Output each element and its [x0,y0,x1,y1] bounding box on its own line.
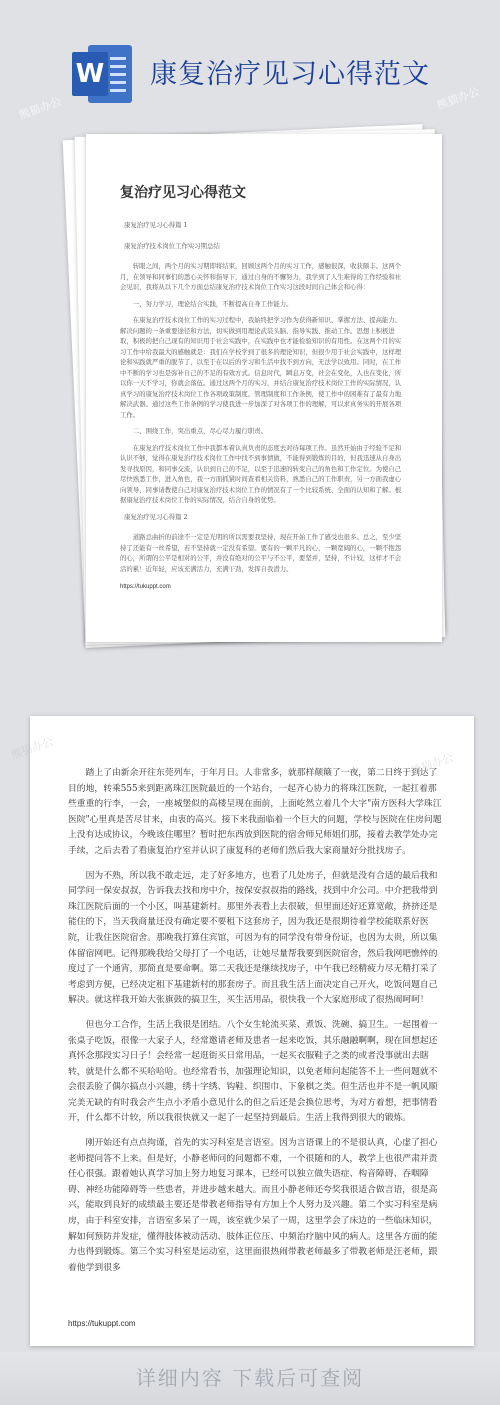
paragraph-point: 二、围绕工作，突出重点，尽心尽力履行职责。 [132,427,267,435]
paragraph: 转眼之间，两个月的实习期即将结束，回顾这两个月的实习工作，感触很深，收获颇丰。这两个月，在领导和同事们的悉心关怀和指导下，通过自身的不懈努力，我学到了人生难得的工作经验和社会见识，我将从以下几个方面总结康复治疗技术岗位工作实习这段时间自己体会和心得： [120,262,402,291]
watermark: 熊猫办公 [435,84,482,113]
watermark: 熊猫办公 [17,94,64,123]
source-url: https://tukuppt.com [68,1319,136,1328]
paragraph: 在康复治疗技术岗位工作的实习过程中，我始终把学习作为获得新知识、掌握方法、提高能力、解决问题的一条重要途径和方法，切实做到用理论武装头脑、指导实践、推动工作。思想上积极进取，积极的把自己现有的知识用于社会实践中，在实践中也才能检验知识的有用性。在这两个月的实习工作中给我最大的感触就是：我们在学校学到了很多的理论知识，但很少用于社会实践中，这样理论和实践就严重的脱节了，以至于在以后的学习和生活中找不到方向，无法学以致用。同时，在工作中不断的学习也是弥补自己的不足的有效方式。信息时代，瞬息万变，社会在变化，人也在变化，所以你一天不学习，你就会落伍。通过这两个月的实习，并结合康复治疗技术岗位工作的实际情况，认真学习的康复治疗技术岗位工作各项政策制度、管理制度和工作条例，使工作中的困难有了最有力地解决武器。通过这些工作条例的学习使我进一步加深了对各项工作的理解，可以求真务实的开展各项工作。 [120,316,402,419]
paragraph: 在康复治疗技术岗位工作中我都本着认真负责的态度去对待每项工作。虽然开始由于经验不足和认识不够，觉得在康复治疗技术岗位工作中找不到事情做，不能得到锻炼的目的，但我迅速从自身出发寻找原因，和同事交流，认识到自己的不足，以至于迅速的转变自己的角色和工作定位。为使自己尽快熟悉工作，进入角色，我一方面抓紧时间查看相关资料，熟悉自己的工作职责，另一方面我虚心向领导、同事请教使自己对康复治疗技术岗位工作的情况有了一个比较系统、全面的认知和了解。根据康复治疗技术岗位工作的实际情况，结合自身的优势。 [120,443,402,504]
paragraph: 踏上了由新余开往东莞列车，于年月日。人非常多，就那样颠簸了一夜，第二日终于到达了目的地，转乘555来到距离珠江医院最近的一个站台，一起齐心协力的将珠江医院，一起扛着那些重重的行李，一会，一座城堡似的高楼呈现在面前，上面屹然立着几个大字"南方医科大学珠江医院"心里真是苦尽甘来，由衷的高兴。接下来我面临着一个巨大的问题，学校与医院在住房问题上没有达成协议，今晚该住哪里？暂时把东西放到医院的宿舍师兄师姐们那，接着去教学处办完手续，之后去看了看康复治疗室并认识了康复科的老师们然后我大家商量好分批找房子。 [68,768,442,856]
paragraph-point: 一、努力学习，理论结合实践，不断提高自身工作能力。 [132,299,293,308]
paragraph: 但也分工合作，生活上我很是团结。八个女生轮流买菜、煮饭、洗碗、搞卫生。一起围着一张桌子吃饭，很像一大家子人，经常邀请老师及患者一起来吃饭，其乐融融啊啊，现在回想起还真怀念那段实习日子！会经常一起逛街买日常用品，一起买衣服鞋子之类的或者没事就出去瞎转，就是什么都不买哈哈哈。也经常看书，加强理论知识，以免老师问起能答不上一些问题就不会很丢脸了偶尔搞点小兴趣，绣十字绣、钩鞋、织围巾、下象棋之类。但生活也并不是一帆风顺完美无缺的有时我会产生点小矛盾小意见什么的但之后还是会换位思考，为对方着想，把事情看开，什么都不计较，所以我很快就又一起了一起坚持到最后。生活上我得到很大的锻炼。 [68,1019,438,1124]
page-title: 康复治疗见习心得范文 [150,59,430,90]
source-url: https://tukuppt.com [120,584,171,590]
section-heading: 康复治疗见习心得篇 1 [124,221,188,229]
document-title: 复治疗见习心得范文 [120,185,246,201]
word-icon-letter: W [72,52,108,96]
watermark: 熊猫办公 [409,750,456,779]
footer-bar[interactable] [0,1352,500,1405]
watermark: 熊猫办公 [9,734,56,763]
document-preview-page-1 [86,134,442,642]
paragraph: 因为不熟，所以我不敢走远，走了好多地方，也看了几处房子，但就是没有合适的最后我和同学问一保安叔叔，告诉我去找和房中介，按保安叔叔指的路线，找到中介公司。中介把我带到珠江医院后面的一个小区，叫基建新村。那里外表看上去很破，但里面还好还算宽敞，挤挤还是能住的下，当天我商量还没有确定要不要租下这套房子，因为我还是很期待着学校能联系好医院，让我住医院宿舍。那晚我打算住宾馆，可因为有的同学没有带身份证，也因为太贵，所以集体留宿网吧。记得那晚我给父母打了一个电话，让她尽量帮我要到医院宿舍，然后我网吧憔悴的度过了一个通宵，那简直是要命啊。第二天我还是继续找房子，中午我已经精疲力尽无精打采了考虑到方便，已经决定租下基建新村的那套房子。而且我生活上面决定自己开火，吃饭问题自己解决。就这样我开始大张旗鼓的搞卫生，买生活用品，很快我一个大家庭形成了很热闹呵呵！ [68,870,438,1006]
section-subheading: 康复治疗技术岗位工作实习期总结 [124,241,220,250]
header-banner [0,0,500,123]
download-prompt[interactable]: 详细内容 下载后可查阅 [135,1366,365,1390]
section-heading: 康复治疗见习心得篇 2 [124,512,188,521]
paragraph: 刚开始还有点点拘谨，首先的实习科室是言语室。因为言语课上的不是很认真，心虚了担心老师提问答不上来。但是好，小静老师问的问题都不难，一个很随和的人，教学上也很严肃并责任心很强。跟着她认真学习加上努力地复习课本，已经可以独立做失语症、构音障碍、吞咽障碍、神经功能障碍等一些患者，并进步越来越大。而且小静老师还夸奖我很适合做言语，很是高兴，能取到良好的成绩最主要还是带教老师指导有方加上个人努力及兴趣。第二个实习科室是病房，由于科室安排，言语室多呆了一周，该室就少呆了一周，这里学会了床边的一些临床知识，解如何预防并发症，懂得肢体被动活动、肢体正位压、中频治疗脑中风的病人。这里各方面的能力也得到锻炼。第三个实习科室是运动室，这里面很热闹带教老师最多了带教老师是汪老师，跟着他学到很多 [68,1138,438,1273]
paragraph: 道路总曲折的前途不一定是光明的所以需要我坚持，现在开始工作了感受也很多。总之，至少坚持了还能有一丝希望，若不坚持就一定没有希望。要有的一颗平凡的心，一颗宽阔的心，一颗不抱怨的心，所谓的公平是相对的公平，并没有绝对的公平与不公平，要坚并，坚持，不计较，这样才不会活的累！近年轻，应该充满活力，充满干劲，发挥自我潜力。 [120,533,402,573]
document-preview-page-2 [9,716,474,1346]
word-document-icon [72,45,132,103]
